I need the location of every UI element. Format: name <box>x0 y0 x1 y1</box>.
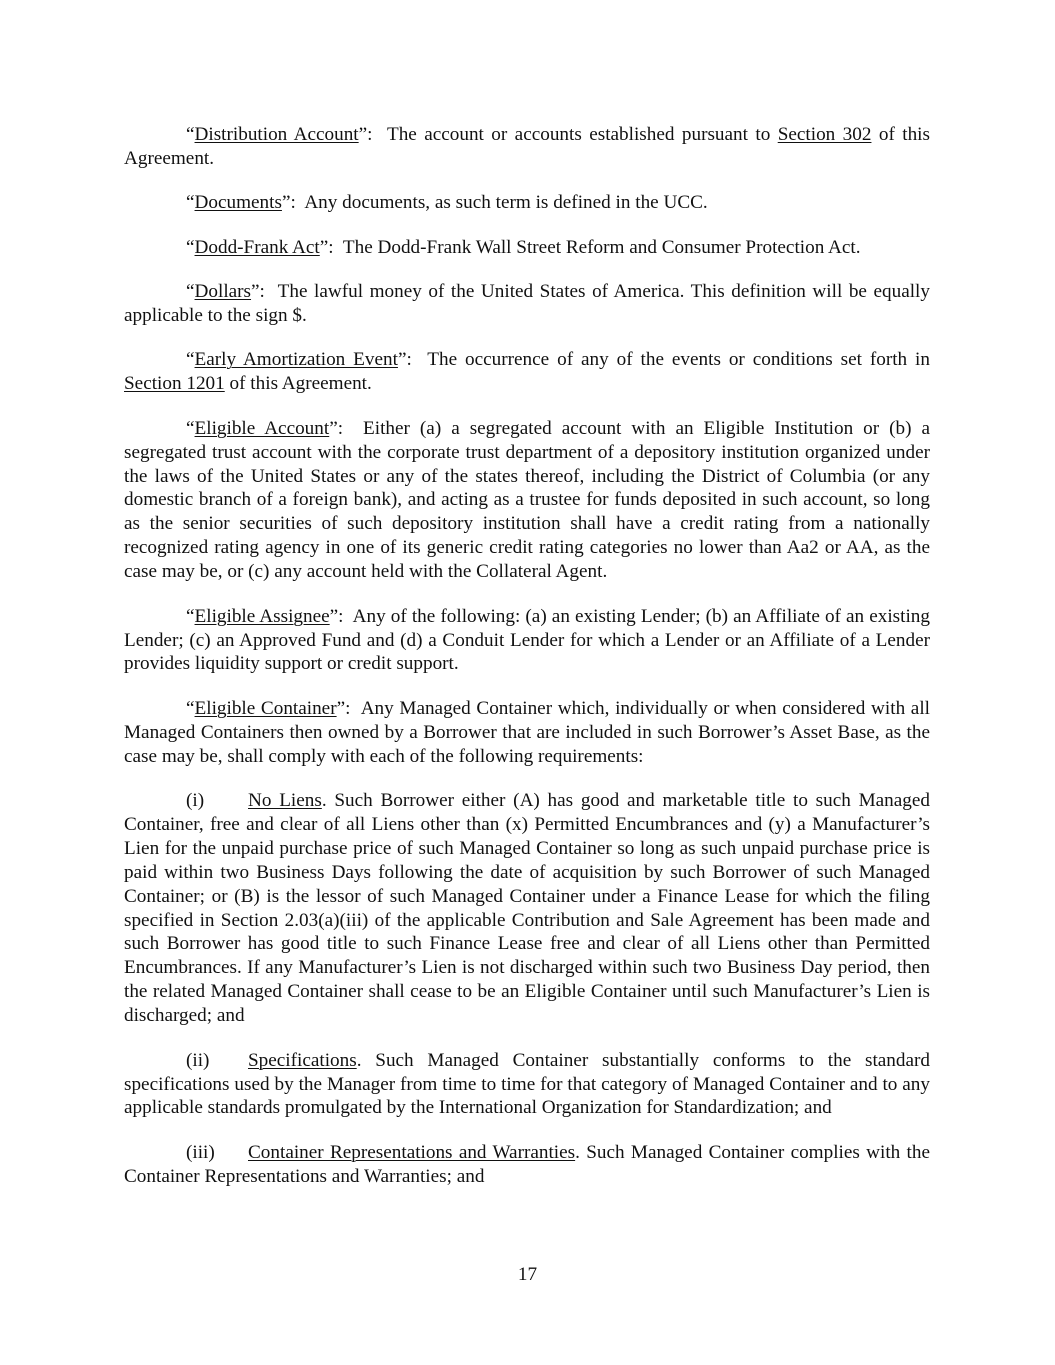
definition-text: of this Agreement. <box>224 373 372 395</box>
section-reference: Section 1201 <box>124 373 225 395</box>
definition-text: Either (a) a segregated account with an Eligible Institution or (b) a segregated trust account with the corporate trust department of a depository institution organized under the laws of the United States or any of the states thereof, including the District of Columbia (or any domestic branch of a foreign bank), and acting as a trustee for funds deposited in such account, so long as the senior securities of such depository institution shall have a credit rating from a nationally recognized rating agency in one of its generic credit rating categories no lower than Aa2 or AA, as the case may be, or (c) any account held with the Collateral Agent. <box>124 417 930 583</box>
item-number: (ii) <box>186 1049 210 1071</box>
defined-term: Early Amortization Event <box>194 349 398 371</box>
item-text: . Such Borrower either (A) has good and marketable title to such Managed Container, free and clear of all Liens other than (x) Permitted Encumbrances and (y) a Manufacturer’s Lien for the unpaid purchase price of such Managed Container so long as such unpaid purchase price is paid within two Business Days following the date of acquisition by such Borrower of such Managed Container; or (B) is the lessor of such Managed Container under a Finance Lease for which the filing specified in Section 2.03(a)(iii) of the applicable Contribution and Sale Agreement has been made and such Borrower has good title to such Finance Lease free and clear of all Liens other than Permitted Encumbrances. If any Manufacturer’s Lien is not discharged within such two Business Day period, then the related Managed Container shall cease to be an Eligible Container until such Manufacturer’s Lien is discharged; and <box>124 790 930 1027</box>
definition-eligible-assignee: “Eligible Assignee”: Any of the following: (a) an existing Lender; (b) an Affiliate of an existing Lender; (c) an Approved Fund and (d) a Conduit Lender for which a Lender or an Affiliate of a Lender provides liquidity support or credit support. <box>124 605 930 675</box>
definition-eligible-container: “Eligible Container”: Any Managed Container which, individually or when considered with all Managed Containers then owned by a Borrower that are included in such Borrower’s Asset Base, as the case may be, shall comply with each of the following requirements: <box>124 697 930 767</box>
defined-term: Documents <box>194 192 282 214</box>
requirement-item <box>124 789 930 1028</box>
definition-dollars: “Dollars”: The lawful money of the United States of America. This definition will be equally applicable to the sign $. <box>124 281 930 327</box>
requirement-item <box>124 1141 930 1189</box>
item-text: . Such Managed Container substantially conforms to the standard specifications used by the Manager from time to time for that category of Managed Container and to any applicable standards promulgated by the International Organization for Standardization; and <box>124 1049 930 1119</box>
defined-term: Distribution Account <box>194 124 359 145</box>
requirement-item <box>124 1049 930 1121</box>
defined-term: Dodd-Frank Act <box>194 236 320 258</box>
defined-term: Eligible Account <box>194 417 330 439</box>
defined-term: Eligible Assignee <box>194 605 330 627</box>
item-heading: Container Representations and Warranties <box>248 1141 576 1163</box>
definition-text: The lawful money of the United States of America. This definition will be equally applicable to the sign $. <box>124 281 930 327</box>
defined-term: Dollars <box>194 281 252 303</box>
item-heading: No Liens <box>248 790 322 812</box>
definition-documents: “Documents”: Any documents, as such term is defined in the UCC. <box>186 192 708 214</box>
definition-distribution-account: “Distribution Account”: The account or accounts established pursuant to Section 302 of this Agreement. <box>124 124 930 169</box>
item-number: (i) <box>186 790 205 812</box>
definition-early-amortization-event: “Early Amortization Event”: The occurrence of any of the events or conditions set forth in Section 1201 of this Agreement. <box>124 349 930 395</box>
definition-text: The Dodd-Frank Wall Street Reform and Consumer Protection Act. <box>342 236 861 258</box>
definition-text: The occurrence of any of the events or conditions set forth in <box>427 349 930 371</box>
definition-text: Any of the following: (a) an existing Lender; (b) an Affiliate of an existing Lender; (c) an Approved Fund and (d) a Conduit Lender for which a Lender or an Affiliate of a Lender provides liquidity support or credit support. <box>124 605 930 675</box>
item-number: (iii) <box>186 1141 215 1163</box>
item-text: . Such Managed Container complies with the Container Representations and Warranties; and <box>124 1141 931 1187</box>
page-number: 17 <box>517 1264 538 1285</box>
definition-text: of this Agreement. <box>124 124 930 169</box>
item-heading: Specifications <box>248 1049 357 1071</box>
definitions-body <box>124 123 930 1209</box>
defined-term: Eligible Container <box>194 697 337 719</box>
definition-text: Any documents, as such term is defined in the UCC. <box>304 192 708 214</box>
definition-eligible-account: “Eligible Account”: Either (a) a segregated account with an Eligible Institution or (b) a segregated trust account with the corporate trust department of a depository institution organized under the laws of the United States or any of the states thereof, including the District of Columbia (or any domestic branch of a foreign bank), and acting as a trustee for funds deposited in such account, so long as the senior securities of such depository institution shall have a credit rating from a nationally recognized rating agency in one of its generic credit rating categories no lower than Aa2 or AA, as the case may be, or (c) any account held with the Collateral Agent. <box>124 417 930 583</box>
definition-text: The account or accounts established pursuant to <box>386 124 778 145</box>
definition-text: Any Managed Container which, individually or when considered with all Managed Containers then owned by a Borrower that are included in such Borrower’s Asset Base, as the case may be, shall comply with each of the following requirements: <box>124 697 930 767</box>
definition-dodd-frank-act: “Dodd-Frank Act”: The Dodd-Frank Wall Street Reform and Consumer Protection Act. <box>186 236 861 258</box>
section-reference: Section 302 <box>777 124 872 145</box>
